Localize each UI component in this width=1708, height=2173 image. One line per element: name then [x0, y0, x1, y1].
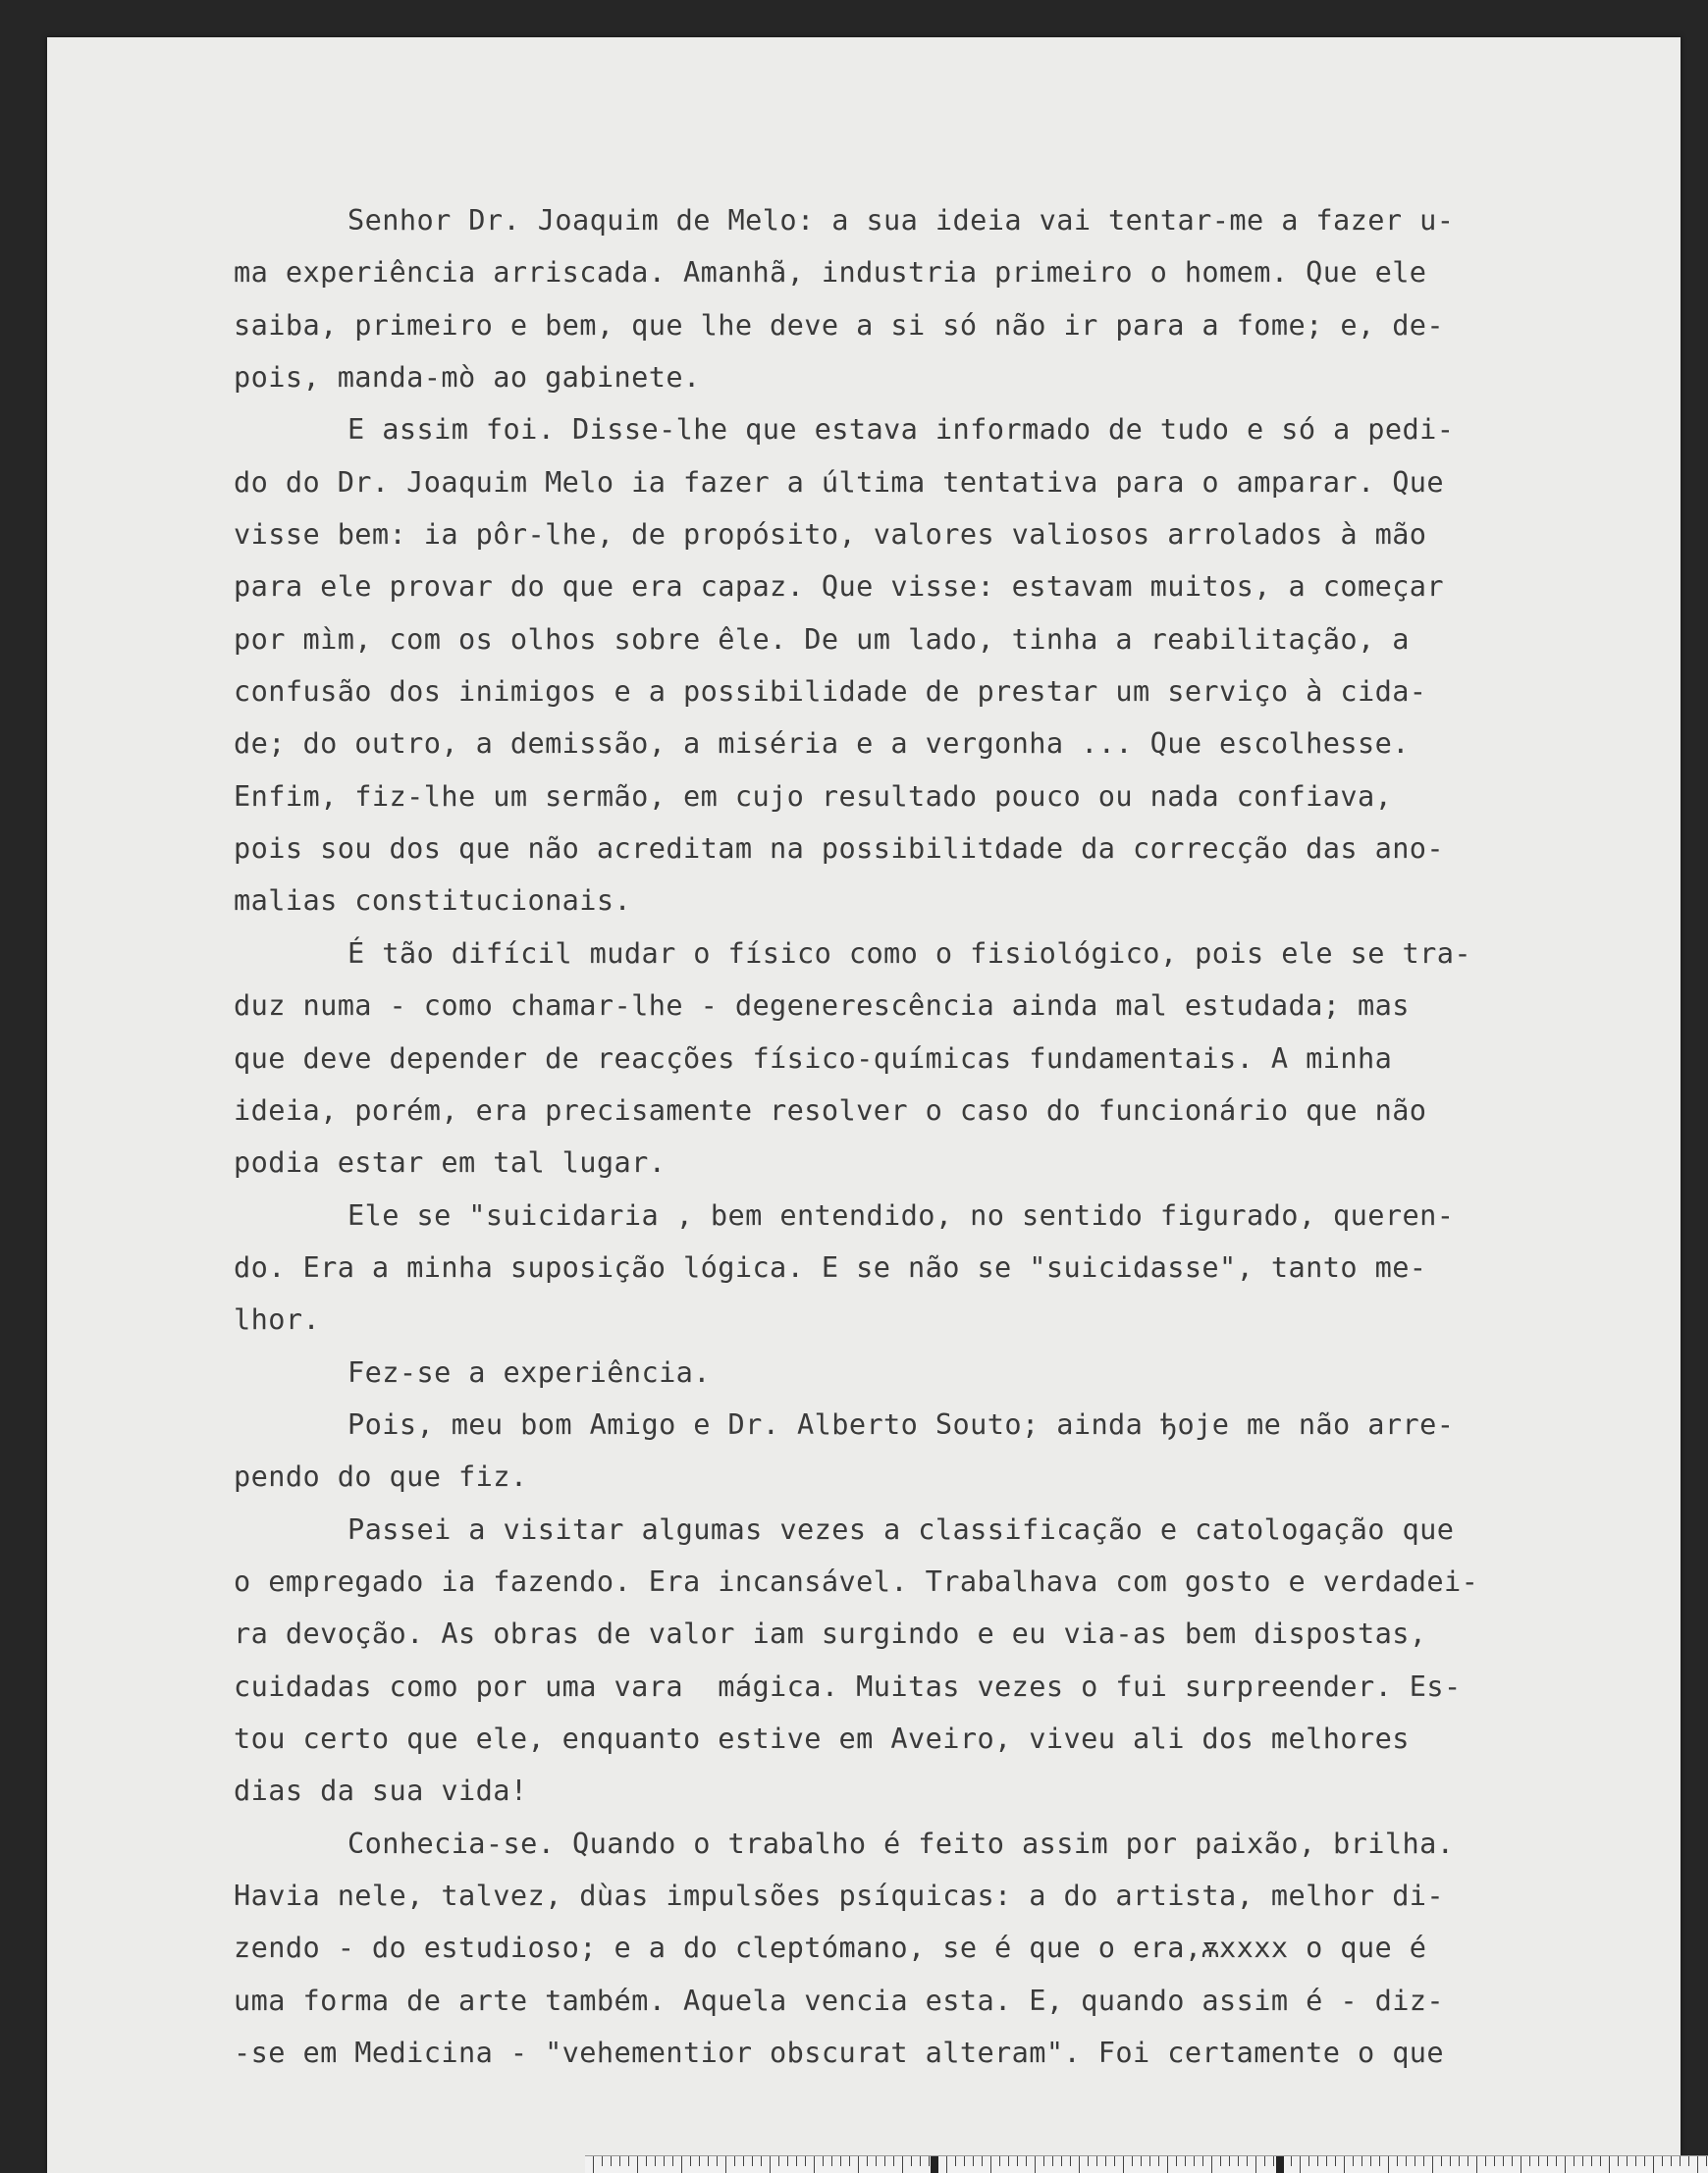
text-line: confusão dos inimigos e a possibilidade de prestar um serviço à cida-: [234, 674, 1427, 709]
text-line: Passei a visitar algumas vezes a classificação e catologação que: [347, 1511, 1455, 1546]
text-line: pois sou dos que não acreditam na possibilitdade da correcção das ano-: [234, 831, 1445, 866]
text-line: Conhecia-se. Quando o trabalho é feito assim por paixão, brilha.: [347, 1826, 1455, 1860]
text-line: uma forma de arte também. Aquela vencia esta. E, quando assim é - diz-: [234, 1983, 1445, 2017]
text-line: -se em Medicina - "vehementior obscurat alteram". Foi certamente o que: [234, 2036, 1445, 2070]
text-line: ideia, porém, era precisamente resolver o caso do funcionário que não: [234, 1092, 1427, 1127]
text-line: Pois, meu bom Amigo e Dr. Alberto Souto; ainda ђoje me não arre-: [347, 1406, 1455, 1441]
text-line: que deve depender de reacções físico-químicas fundamentais. A minha: [234, 1040, 1393, 1075]
text-line: Ele se "suicidaria , bem entendido, no sentido figurado, queren-: [347, 1197, 1455, 1232]
text-line: cuidadas como por uma vara mágica. Muitas vezes o fui surpreender. Es-: [234, 1669, 1462, 1703]
text-line: por mìm, com os olhos sobre êle. De um lado, tinha a reabilitação, a: [234, 621, 1410, 656]
text-line: duz numa - como chamar-lhe - degenerescência ainda mal estudada; mas: [234, 988, 1410, 1023]
text-line: ma experiência arriscada. Amanhã, industria primeiro o homem. Que ele: [234, 255, 1427, 290]
text-line: podia estar em tal lugar.: [234, 1145, 667, 1180]
text-line: dias da sua vida!: [234, 1774, 528, 1808]
text-line: tou certo que ele, enquanto estive em Aveiro, viveu ali dos melhores: [234, 1721, 1410, 1755]
text-line: Senhor Dr. Joaquim de Melo: a sua ideia vai tentar-me a fazer u-: [347, 203, 1455, 237]
text-line: o empregado ia fazendo. Era incansável. Trabalhava com gosto e verdadei-: [234, 1564, 1479, 1598]
typescript-body: [234, 194, 1608, 2079]
text-line: para ele provar do que era capaz. Que visse: estavam muitos, a começar: [234, 569, 1445, 604]
text-line: zendo - do estudioso; e a do cleptómano, se é que o era,ѫxxxx o que é: [234, 1931, 1427, 1965]
text-line: Havia nele, talvez, dùas impulsões psíquicas: a do artista, melhor di-: [234, 1879, 1445, 1912]
scale-ruler: [585, 2155, 1708, 2173]
text-line: pois, manda-mò ao gabinete.: [234, 360, 701, 395]
text-line: Enfim, fiz-lhe um sermão, em cujo resultado pouco ou nada confiava,: [234, 778, 1393, 813]
text-line: visse bem: ia pôr-lhe, de propósito, valores valiosos arrolados à mão: [234, 517, 1427, 552]
text-line: lhor.: [234, 1302, 321, 1337]
text-line: ra devoção. As obras de valor iam surgindo e eu via-as bem dispostas,: [234, 1616, 1427, 1651]
text-line: É tão difícil mudar o físico como o fisiológico, pois ele se tra-: [347, 935, 1471, 970]
text-line: do. Era a minha suposição lógica. E se não se "suicidasse", tanto me-: [234, 1249, 1427, 1284]
text-line: E assim foi. Disse-lhe que estava informado de tudo e só a pedi-: [347, 412, 1455, 447]
text-line: malias constitucionais.: [234, 883, 632, 918]
text-line: Fez-se a experiência.: [347, 1354, 711, 1389]
text-line: saiba, primeiro e bem, que lhe deve a si só não ir para a fome; e, de-: [234, 307, 1445, 342]
text-line: de; do outro, a demissão, a miséria e a vergonha ... Que escolhesse.: [234, 726, 1410, 761]
text-line: pendo do que fiz.: [234, 1459, 528, 1494]
text-line: do do Dr. Joaquim Melo ia fazer a última tentativa para o amparar. Que: [234, 464, 1445, 499]
typed-page: [47, 37, 1681, 2173]
